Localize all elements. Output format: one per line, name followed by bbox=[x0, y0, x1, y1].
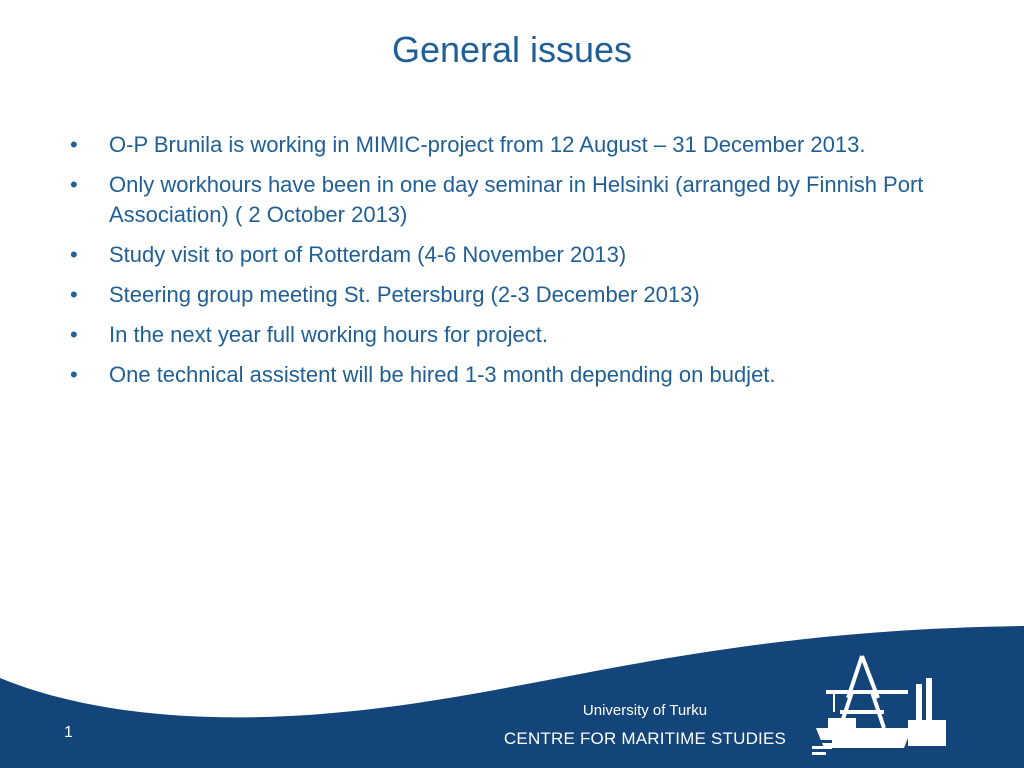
bullet-text: One technical assistent will be hired 1-3 month depending on budjet. bbox=[109, 362, 776, 387]
centre-name: CENTRE FOR MARITIME STUDIES bbox=[503, 729, 787, 748]
university-name: University of Turku bbox=[582, 702, 708, 719]
bullet-marker: • bbox=[70, 132, 78, 157]
bullet-marker: • bbox=[70, 282, 78, 307]
bullet-marker: • bbox=[70, 242, 78, 267]
bullet-text: Study visit to port of Rotterdam (4-6 November 2013) bbox=[109, 242, 627, 267]
bullet-marker: • bbox=[70, 172, 78, 197]
slide-title: General issues bbox=[391, 29, 633, 70]
bullet-item bbox=[70, 360, 950, 390]
bullet-text: Only workhours have been in one day seminar in Helsinki (arranged by Finnish Port Association) ( 2 October 2013) bbox=[109, 172, 924, 227]
bullet-item bbox=[70, 170, 950, 230]
bullet-item bbox=[70, 280, 950, 310]
page-number: 1 bbox=[64, 724, 73, 741]
bullet-text: In the next year full working hours for project. bbox=[109, 322, 548, 347]
port-crane-ship-logo-icon bbox=[812, 650, 952, 755]
bullet-marker: • bbox=[70, 322, 78, 347]
bullet-text: O-P Brunila is working in MIMIC-project from 12 August – 31 December 2013. bbox=[109, 132, 866, 157]
bullet-text: Steering group meeting St. Petersburg (2-3 December 2013) bbox=[109, 282, 700, 307]
bullet-list bbox=[70, 130, 950, 400]
bullet-item bbox=[70, 320, 950, 350]
bullet-item bbox=[70, 130, 950, 160]
bullet-item bbox=[70, 240, 950, 270]
bullet-marker: • bbox=[70, 362, 78, 387]
